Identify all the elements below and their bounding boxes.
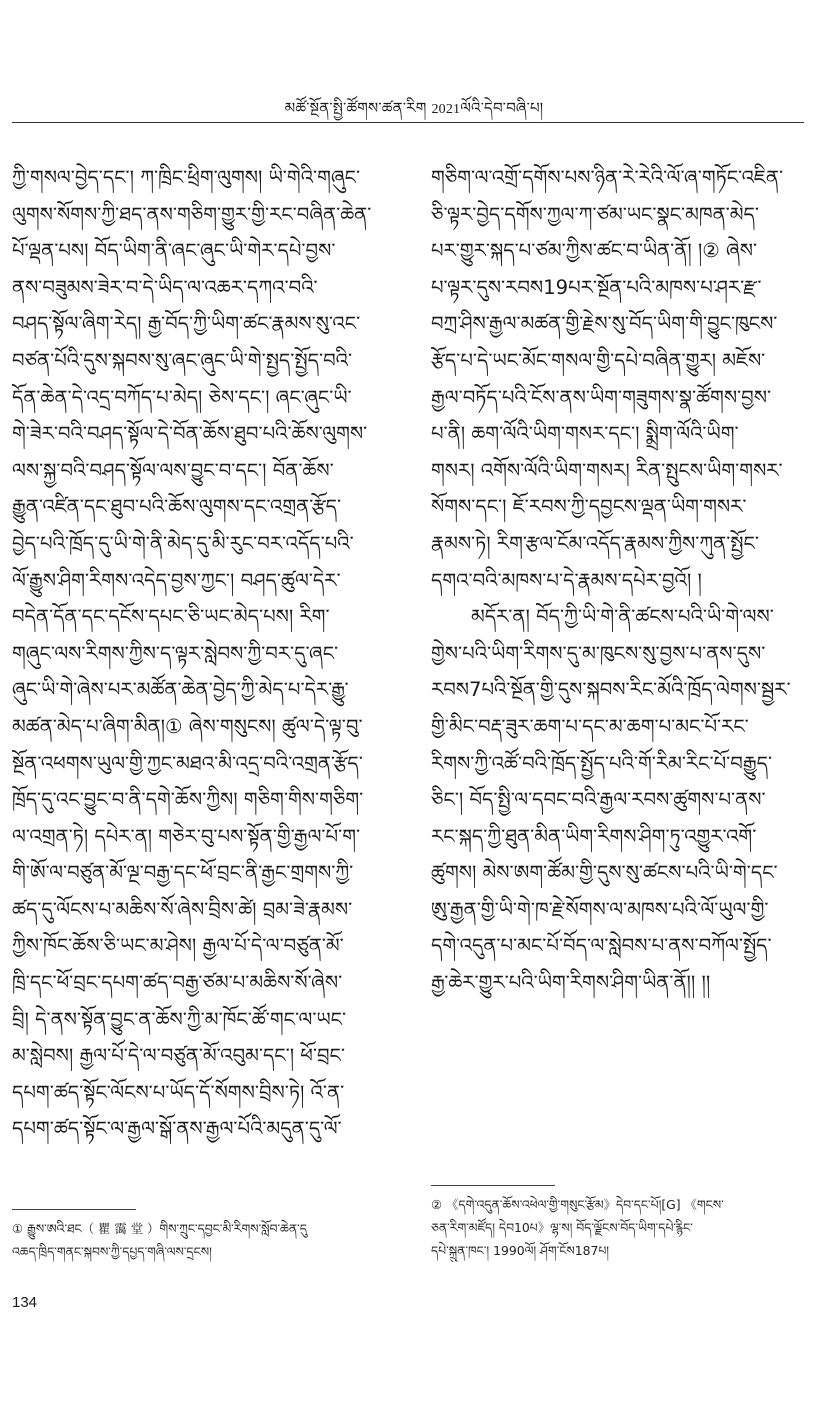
- text-line: དཔག་ཚད་སྟོང་ལོངས་པ་ཡོད་དོ་སོགས་བྲིས་ཏེ། འོ་ན་: [12, 1080, 345, 1104]
- text-line: ཚུགས། མེས་ཨག་ཚོམ་གྱི་དུས་སུ་ཚངས་པའི་ཡི་གེ་དང་: [431, 861, 778, 885]
- text-line: གེ་ཟེར་བའི་བཤད་སྟོལ་དེ་བོན་ཆོས་ཐུབ་པའི་ཆོས་ལུགས་: [12, 422, 368, 446]
- text-line: བཀྲ་ཤིས་རྒྱལ་མཚན་གྱི་རྗེས་སུ་བོད་ཡིག་གི་བྱུང་ཁུངས་: [431, 312, 778, 336]
- text-line: རྣམས་ཏེ། རིག་རྩལ་ངོམ་འདོད་རྣམས་ཀྱིས་ཀུན་སྤྱོང་: [431, 531, 759, 555]
- text-line: ཚད་དུ་ལོངས་པ་མཆིས་སོ་ཞེས་བྲིས་ཚེ། བྲམ་ཟེ་རྣམས་: [12, 897, 353, 921]
- header-journal-title: མཚོ་སྔོན་སྤྱི་ཚོགས་ཚན་རིག: [284, 99, 427, 117]
- text-line: ཁྲི་དང་ཕོ་བྲང་དཔག་ཚད་བརྒྱ་ཙམ་པ་མཆིས་སོ་ཞེས་: [12, 971, 343, 995]
- text-line: པ་ལྟར་དུས་རབས19པར་སྔོན་པའི་མཁས་པ་ཤར་རྫ་: [431, 275, 762, 299]
- text-line: གཅིག་ལ་འགྲོ་དགོས་པས་ཉིན་རེ་རེའི་ལོ་ཞ་གཏོང་འཇིན་: [431, 166, 784, 189]
- text-line: ཨུ་རྒྱན་གྱི་ཡི་གེ་ཁ་རྗེ་སོགས་ལ་མཁས་པའི་ལོ་ཡུལ་གྱི་: [431, 897, 769, 921]
- text-line: གི་ཨོ་ལ་བཙུན་མོ་ལྔ་བརྒྱ་དང་ཕོ་བྲང་ནི་རྒྱང་གྲགས་ཀྱི་: [12, 861, 354, 885]
- text-line: དགེ་འདུན་པ་མང་པོ་བོད་ལ་སླེབས་པ་ནས་བཀོལ་སྤྱོད་: [431, 934, 772, 958]
- footnote-divider-left: [12, 1209, 136, 1210]
- text-line: པོ་ལྡན་པས། བོད་ཡིག་ནི་ཞང་ཞུང་ཡི་གེར་དཔེ་བྱས་: [12, 239, 336, 263]
- footnote-line: ཅན་རིག་མཛོད། དེབ10པ》ལྷ་ས། བོད་ལྗོངས་བོད་ཡིག་དཔེ་རྙིང་: [431, 1220, 693, 1235]
- header-rule: [12, 122, 804, 123]
- header-year: 2021: [431, 102, 461, 117]
- text-line: ལོ་རྒྱུས་ཤིག་རིགས་འདེད་བྱས་ཀྱང་། བཤད་ཚུལ་དེར་: [12, 568, 341, 592]
- text-line: དཔག་ཚད་སྟོང་ལ་རྒྱལ་སྒོ་ནས་རྒྱལ་པོའི་མདུན་དུ་ལོ་: [12, 1117, 342, 1141]
- page-number: 134: [12, 1294, 38, 1311]
- text-line: མ་སླེབས། རྒྱལ་པོ་དེ་ལ་བཙུན་མོ་འབུམ་དང་། ཕོ་བྲང་: [12, 1044, 345, 1068]
- text-line: རྒྱ་ཆེར་གྱུར་པའི་ཡིག་རིགས་ཤིག་ཡིན་ནོ།། །།: [431, 971, 711, 995]
- footnote-divider-right: [431, 1185, 555, 1186]
- text-line: བཤད་སྟོལ་ཞིག་རེད། རྒྱ་བོད་ཀྱི་ཡིག་ཚང་རྣམས་སུ་འང་: [12, 312, 361, 336]
- running-header: [0, 92, 828, 134]
- text-line: ཁྲོད་དུ་འང་བྱུང་བ་ནི་དགེ་ཆོས་ཀྱིས། གཅིག་གིས་གཅིག་: [12, 788, 364, 812]
- text-line: པ་ནི། ཆག་ལོའི་ཡིག་གསར་དང་། སྨྲིག་ལོའི་ཡིག་: [431, 422, 739, 446]
- text-line: མཚན་མེད་པ་ཞིག་མིན།① ཞེས་གསུངས། ཚུལ་དེ་ལྟ་བུ་: [12, 714, 363, 738]
- header-issue: ལོའི་དེབ་བཞི་པ།: [460, 99, 544, 117]
- text-line: རྒྱལ་བཏོད་པའི་ངོས་ནས་ཡིག་གཟུགས་སྣ་ཚོགས་བྱས་: [431, 385, 772, 409]
- text-line: བྱེད་པའི་ཁྲོད་དུ་ཡི་གེ་ནི་མེད་དུ་མི་རུང་བར་འདོད་པའི་: [12, 531, 354, 555]
- text-line: བྲི། དེ་ནས་སྟོན་བྱུང་ན་ཆོས་ཀྱི་མ་ཁོང་ཚོ་གང་ལ་ཡང་: [12, 1007, 347, 1031]
- footnote-right: [431, 1193, 813, 1262]
- footnote-line: ② 《དགེ་འདུན་ཆོས་འཕེལ་གྱི་གསུང་རྩོམ》དེབ་དང་པོ།[G] 《གངས་: [431, 1197, 724, 1212]
- text-line: ལ་འགྲན་ཏེ། དཔེར་ན། གཅེར་བུ་པས་སྟོན་གྱི་རྒྱལ་པོ་ག་: [12, 824, 361, 848]
- text-line: ཀྱི་གསལ་བྱེད་དང་། ཀ་ཁྲིང་ཕྲིག་ལུགས། ཡི་གེའི་གཞུང་: [12, 166, 361, 189]
- text-line: གྱི་མིང་བརྡ་ཟུར་ཆག་པ་དང་མ་ཆག་པ་མང་པོ་རང་: [431, 714, 749, 738]
- text-line: རྒྱུན་འཛིན་དང་ཐུབ་པའི་ཆོས་ལུགས་དང་འགྲན་རྩོད་: [12, 495, 342, 519]
- text-line: ཀྱིས་ཁོང་ཆོས་ཅི་ཡང་མ་ཤེས། རྒྱལ་པོ་དེ་ལ་བཙུན་མོ་: [12, 934, 344, 958]
- text-line: ཞུང་ཡི་གེ་ཞེས་པར་མཚོན་ཆེན་བྱེད་ཀྱི་མེད་པ་དེར་རྒྱུ་: [12, 678, 349, 702]
- text-line: པར་གྱུར་སྐད་པ་ཙམ་ཀྱིས་ཚང་བ་ཡིན་ནོ། །② ཞེས་: [431, 239, 758, 263]
- text-line: རྩོད་པ་དེ་ཡང་མོང་གསལ་གྱི་དཔེ་བཞིན་གྱུར། མཇོས་: [431, 348, 766, 372]
- right-text-column: [431, 160, 813, 1002]
- text-line: གསར། འགོས་ལོའི་ཡིག་གསར། རིན་སྤུངས་ཡིག་གསར་: [431, 458, 783, 482]
- text-line: མདོར་ན། བོད་ཀྱི་ཡི་གེ་ནི་ཚངས་པའི་ཡི་གེ་ལས་: [471, 605, 774, 629]
- text-line: རིགས་ཀྱི་འཚོ་བའི་ཁྲོད་སྤྱོད་པའི་གོ་རིམ་རིང་པོ་བརྒྱུད་: [431, 751, 773, 775]
- text-line: ལས་སྐྱ་བའི་བཤད་སྟོལ་ལས་བྱུང་བ་དང་། བོན་ཆོས་: [12, 458, 334, 482]
- footnote-line: ① རྒྱུས་ཨའི་ཐང（ 瞿 霭 堂 ）གིས་ཀྲུང་དབྱང་མི་རིགས་སློབ་ཆེན་དུ: [12, 1221, 307, 1236]
- text-line: ལུགས་སོགས་ཀྱི་ཐད་ནས་གཅིག་གྱུར་གྱི་རང་བཞིན་ཆེན་: [12, 202, 372, 226]
- footnote-line: འཆད་ཁྲིད་གནང་སྐབས་ཀྱི་དཔྱད་གཞི་ལས་དྲངས།: [12, 1244, 212, 1259]
- text-line: བཙན་པོའི་དུས་སྐབས་སུ་ཞང་ཞུང་ཡི་གེ་སྤྱད་སྤྱོད་བའི་: [12, 348, 353, 372]
- text-line: སྔོན་འཕགས་ཡུལ་གྱི་ཀྱང་མཐའ་མི་འདྲ་བའི་འགྲན་རྩོད་: [12, 751, 363, 775]
- footnote-left: [12, 1217, 402, 1263]
- text-line: རབས7པའི་སྔོན་གྱི་དུས་སྐབས་རིང་མོའི་ཁྲོད་ལེགས་སྦྱར་: [431, 678, 791, 702]
- text-line: ནས་བཟུམས་ཟེར་བ་དེ་ཡིད་ལ་འཆར་དཀའ་བའི་: [12, 275, 318, 299]
- text-line: སོགས་དང་། ཇོ་རབས་ཀྱི་དབྱངས་ལྡན་ཡིག་གསར་: [431, 495, 747, 519]
- footnote-line: དཔེ་སྐྲུན་ཁང་། 1990ལོ། ཤོག་ངོས187པ།: [431, 1243, 610, 1258]
- text-line: དགའ་བའི་མཁས་པ་དེ་རྣམས་དཔེར་བྱའོ། །: [431, 568, 702, 592]
- text-line: གྱེས་པའི་ཡིག་རིགས་དུ་མ་ཁུངས་སུ་བྱས་པ་ནས་དུས་: [431, 641, 766, 665]
- text-line: བདེན་དོན་དང་དངོས་དཔང་ཅི་ཡང་མེད་པས། རིག་: [12, 605, 330, 629]
- text-line: གཞུང་ལས་རིགས་ཀྱིས་ད་ལྟར་སླེབས་ཀྱི་བར་དུ་ཞང་: [12, 641, 339, 665]
- text-line: ཅི་ལྟར་བྱེད་དགོས་ཀྱལ་ཀ་ཙམ་ཡང་སྣང་མཁན་མེད་: [431, 202, 759, 226]
- text-line: ཅིང་། བོད་སྤྱི་ལ་དབང་བའི་རྒྱལ་རབས་ཚུགས་པ་ནས་: [431, 788, 766, 812]
- left-text-column: [12, 160, 398, 1148]
- text-line: རང་སྐད་ཀྱི་ཐུན་མིན་ཡིག་རིགས་ཤིག་ཏུ་འགྱུར་འགོ་: [431, 824, 757, 848]
- text-line: དོན་ཆེན་དེ་འདྲ་བཀོད་པ་མེད། ཅེས་དང་། ཞང་ཞུང་ཡི་: [12, 385, 352, 409]
